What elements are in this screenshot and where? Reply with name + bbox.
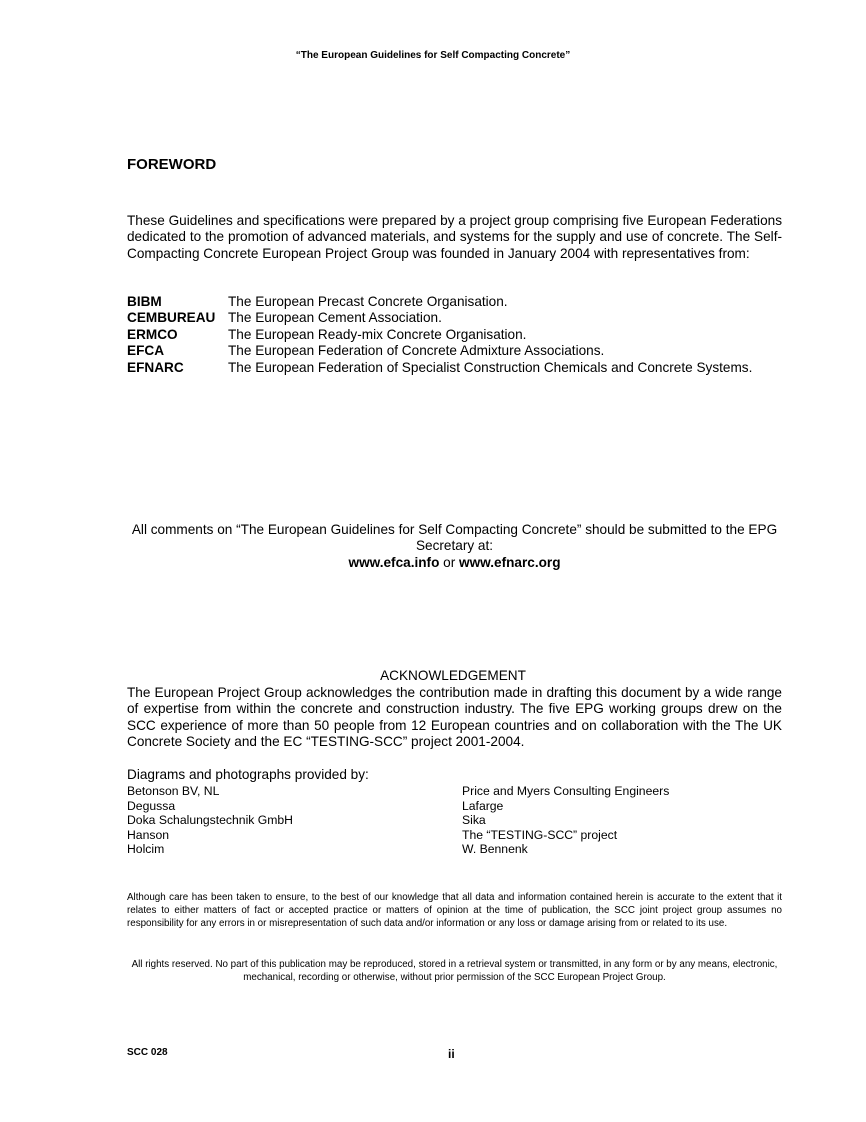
organisation-abbr: BIBM <box>127 294 162 309</box>
running-header: “The European Guidelines for Self Compacting Concrete” <box>295 50 571 61</box>
rights-notice: All rights reserved. No part of this publication may be reproduced, stored in a retrieval system or transmitted, in any form or by any means, electronic, mechanical, recording or otherwise, without prior permission of the SCC European Project Group. <box>131 959 778 983</box>
provider-item: Degussa <box>127 798 176 813</box>
provider-item: The “TESTING-SCC” project <box>462 827 618 842</box>
organisation-abbr: EFNARC <box>127 359 184 375</box>
foreword-heading: FOREWORD <box>127 156 217 173</box>
organisation-name: The European Ready-mix Concrete Organisation. <box>228 326 527 342</box>
efca-link[interactable]: www.efca.info <box>348 554 440 570</box>
page-number: ii <box>448 1047 455 1061</box>
foreword-intro: These Guidelines and specifications were prepared by a project group comprising five European Federations dedicated to the promotion of advanced materials, and systems for the supply and use of concrete. The Self-Compacting Concrete European Project Group was founded in January 2004 with representatives from: <box>127 213 782 261</box>
or-text: or <box>439 554 460 570</box>
efnarc-link[interactable]: www.efnarc.org <box>459 554 561 570</box>
provider-item: Doka Schalungstechnik GmbH <box>127 813 293 828</box>
organisation-row <box>127 327 807 343</box>
organisation-name: The European Federation of Specialist Construction Chemicals and Concrete Systems. <box>228 359 753 375</box>
organisation-abbr: ERMCO <box>127 326 178 342</box>
organisation-abbr: CEMBUREAU <box>127 310 216 326</box>
organisation-abbr: EFCA <box>127 343 165 359</box>
disclaimer: Although care has been taken to ensure, to the best of our knowledge that all data and information contained herein is accurate to the extent that it relates to either matters of fact or accepted practice or matters of opinion at the time of publication, the SCC joint project group assumes no responsibility for any errors in or misrepresentation of such data and/or information or any loss or damage arising from or related to its use. <box>127 892 782 929</box>
organisation-row <box>127 294 807 310</box>
provider-item: W. Bennenk <box>462 842 528 857</box>
organisation-name: The European Cement Association. <box>228 310 442 326</box>
organisation-row <box>127 360 807 376</box>
comments-text: All comments on “The European Guidelines for Self Compacting Concrete” should be submitted to the EPG Secretary at: <box>131 522 778 554</box>
organisation-row <box>127 310 807 326</box>
acknowledgement-heading: ACKNOWLEDGEMENT <box>380 668 526 683</box>
provider-item: Holcim <box>127 842 165 857</box>
comments-notice <box>127 522 782 571</box>
provider-item: Hanson <box>127 827 170 842</box>
providers-list <box>127 784 787 857</box>
organisation-name: The European Precast Concrete Organisation. <box>228 294 508 309</box>
organisation-name: The European Federation of Concrete Admixture Associations. <box>228 343 605 359</box>
diagrams-heading: Diagrams and photographs provided by: <box>127 767 369 782</box>
provider-item: Lafarge <box>462 798 504 813</box>
document-code: SCC 028 <box>127 1047 168 1058</box>
provider-item: Price and Myers Consulting Engineers <box>462 784 670 798</box>
provider-item: Sika <box>462 813 486 828</box>
acknowledgement-body: The European Project Group acknowledges the contribution made in drafting this document by a wide range of expertise from within the concrete and construction industry. The five EPG working groups drew on the SCC experience of more than 50 people from 12 European countries and on collaboration with the The UK Concrete Society and the EC “TESTING-SCC” project 2001-2004. <box>127 685 782 750</box>
organisation-row <box>127 343 807 359</box>
organisation-list <box>127 294 807 376</box>
provider-item: Betonson BV, NL <box>127 784 220 798</box>
